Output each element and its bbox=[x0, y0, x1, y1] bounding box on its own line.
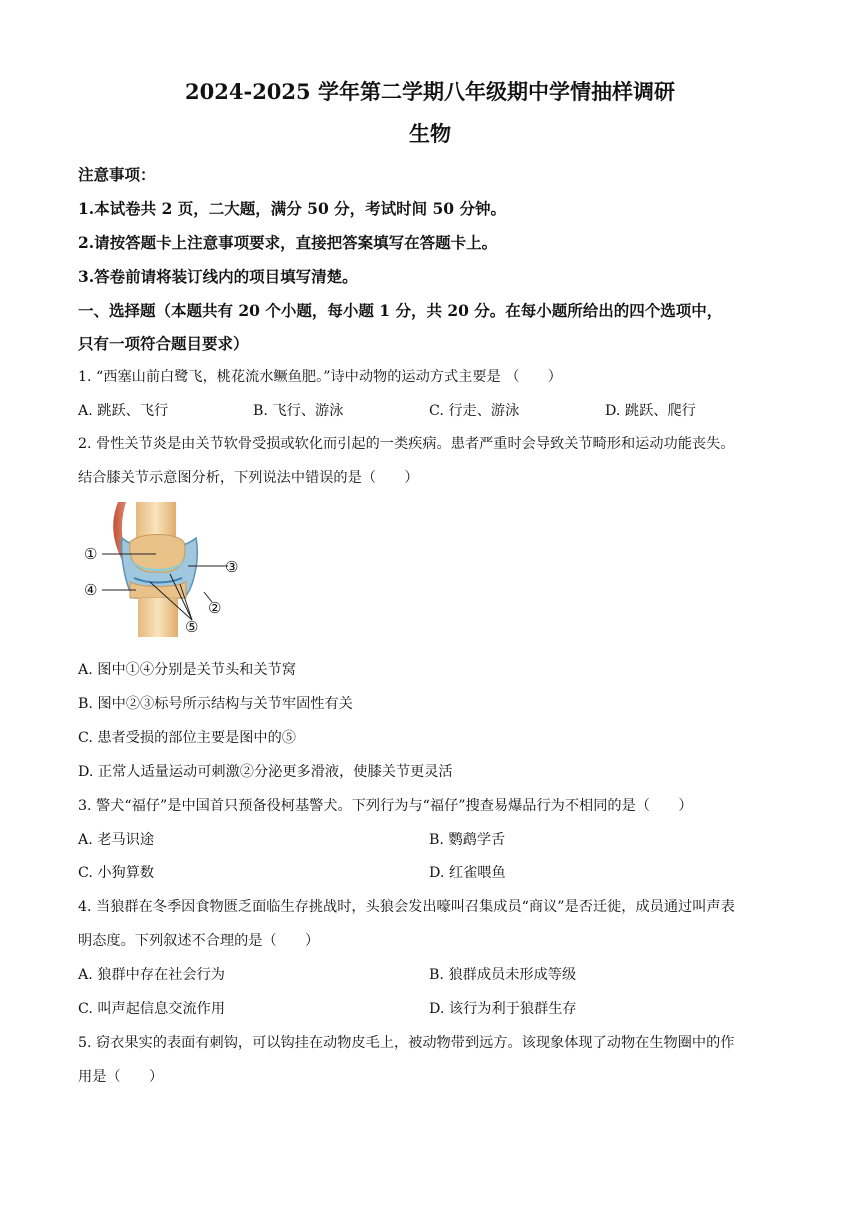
label-4: ④ bbox=[84, 581, 98, 599]
notice-item: 1.本试卷共 2 页，二大题，满分 50 分，考试时间 50 分钟。 bbox=[78, 199, 506, 218]
question-2-option-c: C. 患者受损的部位主要是图中的⑤ bbox=[78, 730, 296, 746]
question-3-stem: 3. 警犬“福仔”是中国首只预备役柯基警犬。下列行为与“福仔”搜查易爆品行为不相同的是（ ） bbox=[78, 798, 693, 814]
question-1-option-c: C. 行走、游泳 bbox=[429, 403, 520, 419]
subject-title: 生物 bbox=[409, 121, 451, 146]
question-2-option-a: A. 图中①④分别是关节头和关节窝 bbox=[78, 662, 296, 678]
question-4-stem-cont: 明态度。下列叙述不合理的是（ ） bbox=[78, 933, 320, 949]
question-2-stem: 2. 骨性关节炎是由关节软骨受损或软化而引起的一类疾病。患者严重时会导致关节畸形和运动功能丧失。 bbox=[78, 436, 735, 452]
question-4-stem: 4. 当狼群在冬季因食物匮乏面临生存挑战时，头狼会发出嚎叫召集成员“商议”是否迁徙，成员通过叫声表 bbox=[78, 899, 735, 915]
question-3-option-b: B. 鹦鹉学舌 bbox=[429, 832, 506, 848]
notice-heading: 注意事项： bbox=[78, 165, 156, 184]
question-3-option-c: C. 小狗算数 bbox=[78, 865, 155, 881]
question-1-option-d: D. 跳跃、爬行 bbox=[605, 403, 696, 419]
question-5-stem-cont: 用是（ ） bbox=[78, 1069, 164, 1085]
section-heading: 一、选择题（本题共有 20 个小题，每小题 1 分，共 20 分。在每小题所给出的四个选项中， bbox=[78, 301, 723, 320]
question-2-stem-cont: 结合膝关节示意图分析，下列说法中错误的是（ ） bbox=[78, 470, 419, 486]
question-4-option-c: C. 叫声起信息交流作用 bbox=[78, 1001, 226, 1017]
question-1-stem: 1. “西塞山前白鹭飞，桃花流水鳜鱼肥。”诗中动物的运动方式主要是 （ ） bbox=[78, 369, 562, 385]
question-1-option-a: A. 跳跃、飞行 bbox=[78, 403, 169, 419]
label-5: ⑤ bbox=[185, 618, 199, 636]
question-2-option-d: D. 正常人适量运动可刺激②分泌更多滑液，使膝关节更灵活 bbox=[78, 764, 453, 780]
label-3: ③ bbox=[225, 558, 239, 576]
knee-joint-diagram bbox=[80, 502, 250, 637]
notice-item: 2.请按答题卡上注意事项要求，直接把答案填写在答题卡上。 bbox=[78, 233, 498, 252]
label-1: ① bbox=[84, 545, 98, 563]
question-1-option-b: B. 飞行、游泳 bbox=[253, 403, 344, 419]
notice-item: 3.答卷前请将装订线内的项目填写清楚。 bbox=[78, 267, 358, 286]
question-2-option-b: B. 图中②③标号所示结构与关节牢固性有关 bbox=[78, 696, 353, 712]
question-4-option-b: B. 狼群成员未形成等级 bbox=[429, 967, 577, 983]
question-4-option-d: D. 该行为利于狼群生存 bbox=[429, 1001, 577, 1017]
question-4-option-a: A. 狼群中存在社会行为 bbox=[78, 967, 225, 983]
tibia-shaft bbox=[138, 598, 178, 637]
question-3-option-d: D. 红雀喂鱼 bbox=[429, 865, 506, 881]
section-heading-cont: 只有一项符合题目要求） bbox=[78, 334, 249, 353]
question-3-option-a: A. 老马识途 bbox=[78, 832, 155, 848]
exam-title: 2024-2025 学年第二学期八年级期中学情抽样调研 bbox=[185, 79, 675, 104]
question-5-stem: 5. 窃衣果实的表面有刺钩，可以钩挂在动物皮毛上，被动物带到远方。该现象体现了动物在生物圈中的作 bbox=[78, 1035, 735, 1051]
label-2: ② bbox=[208, 599, 222, 617]
